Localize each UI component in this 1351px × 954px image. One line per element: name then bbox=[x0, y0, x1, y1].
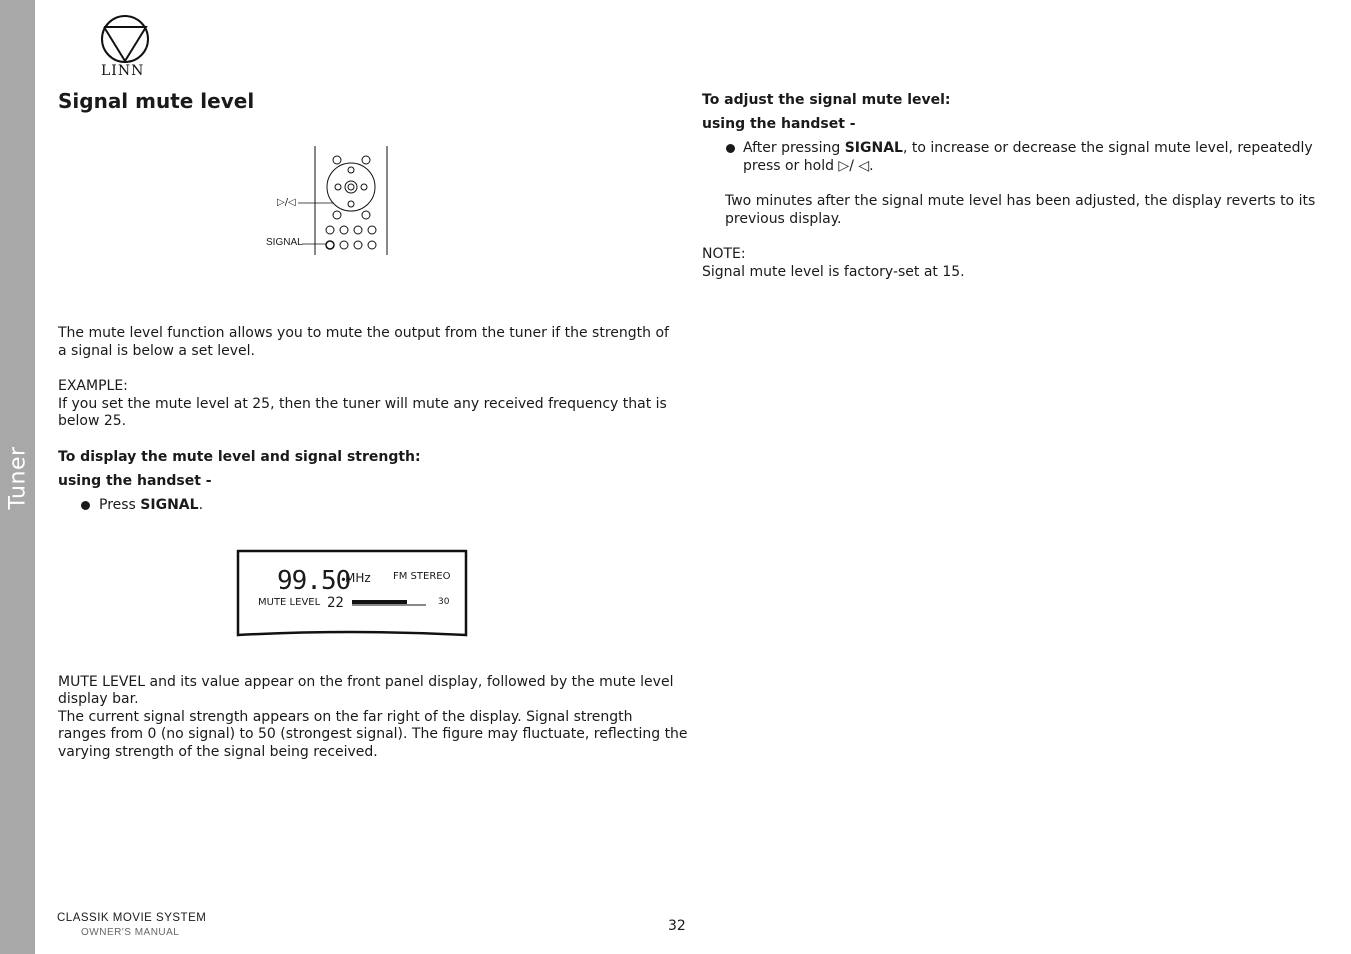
example-line-1: If you set the mute level at 25, then the tuner will mute any received frequency that is bbox=[58, 396, 667, 412]
after-line-2: display bar. bbox=[58, 691, 139, 707]
after-line-5: varying strength of the signal being received. bbox=[58, 744, 378, 760]
front-panel-display bbox=[236, 549, 468, 638]
after-line-3: The current signal strength appears on the far right of the display. Signal strength bbox=[58, 709, 633, 725]
page-number: 32 bbox=[668, 918, 686, 934]
footer-manual-subtitle: OWNER'S MANUAL bbox=[81, 927, 180, 938]
display-unit: MHz bbox=[345, 571, 371, 585]
section-label: Tuner bbox=[5, 446, 31, 510]
after-line-1: MUTE LEVEL and its value appear on the front panel display, followed by the mute level bbox=[58, 674, 674, 690]
bullet-icon bbox=[81, 501, 90, 510]
handset-heading-left: using the handset - bbox=[58, 473, 212, 489]
example-line-2: below 25. bbox=[58, 413, 127, 429]
note-text: Signal mute level is factory-set at 15. bbox=[702, 264, 965, 280]
press-text: Press bbox=[99, 497, 141, 513]
display-signal-strength: 30 bbox=[438, 597, 450, 607]
logo-wordmark: LINN bbox=[101, 63, 145, 79]
display-heading: To display the mute level and signal strength: bbox=[58, 449, 421, 465]
arrow-button-label: ▷/◁ bbox=[277, 197, 296, 208]
press-suffix: . bbox=[198, 497, 204, 513]
adjust-suffix: , to increase or decrease the signal mute level, repeatedly bbox=[902, 140, 1313, 156]
mute-level-bar bbox=[352, 598, 426, 606]
bullet-icon bbox=[726, 144, 735, 153]
example-heading: EXAMPLE: bbox=[58, 378, 128, 394]
intro-line-1: The mute level function allows you to mute the output from the tuner if the strength of bbox=[58, 325, 669, 341]
handset-heading-right: using the handset - bbox=[702, 116, 856, 132]
footer-manual-title: CLASSIK MOVIE SYSTEM bbox=[57, 912, 207, 924]
intro-line-2: a signal is below a set level. bbox=[58, 343, 255, 359]
note-heading: NOTE: bbox=[702, 246, 746, 262]
display-mute-label: MUTE LEVEL bbox=[258, 597, 321, 608]
adjust-instruction-line-2: press or hold ▷/ ◁. bbox=[743, 158, 874, 174]
signal-keyword: SIGNAL bbox=[844, 140, 903, 156]
section-sidebar bbox=[0, 0, 35, 954]
revert-line-1: Two minutes after the signal mute level has been adjusted, the display reverts to its bbox=[725, 193, 1316, 209]
adjust-instruction bbox=[743, 140, 1313, 158]
signal-button-label: SIGNAL bbox=[266, 237, 303, 248]
after-line-4: ranges from 0 (no signal) to 50 (strongest signal). The figure may fluctuate, reflecting the bbox=[58, 726, 688, 742]
adjust-heading: To adjust the signal mute level: bbox=[702, 92, 951, 108]
page-title: Signal mute level bbox=[58, 89, 255, 113]
signal-keyword: SIGNAL bbox=[140, 497, 199, 513]
display-mute-value: 22 bbox=[327, 595, 344, 611]
revert-line-2: previous display. bbox=[725, 211, 842, 227]
after-pressing-text: After pressing bbox=[743, 140, 845, 156]
press-signal-instruction bbox=[99, 497, 203, 515]
display-frequency: 99.50 bbox=[277, 566, 351, 596]
display-mode: FM STEREO bbox=[393, 571, 451, 582]
